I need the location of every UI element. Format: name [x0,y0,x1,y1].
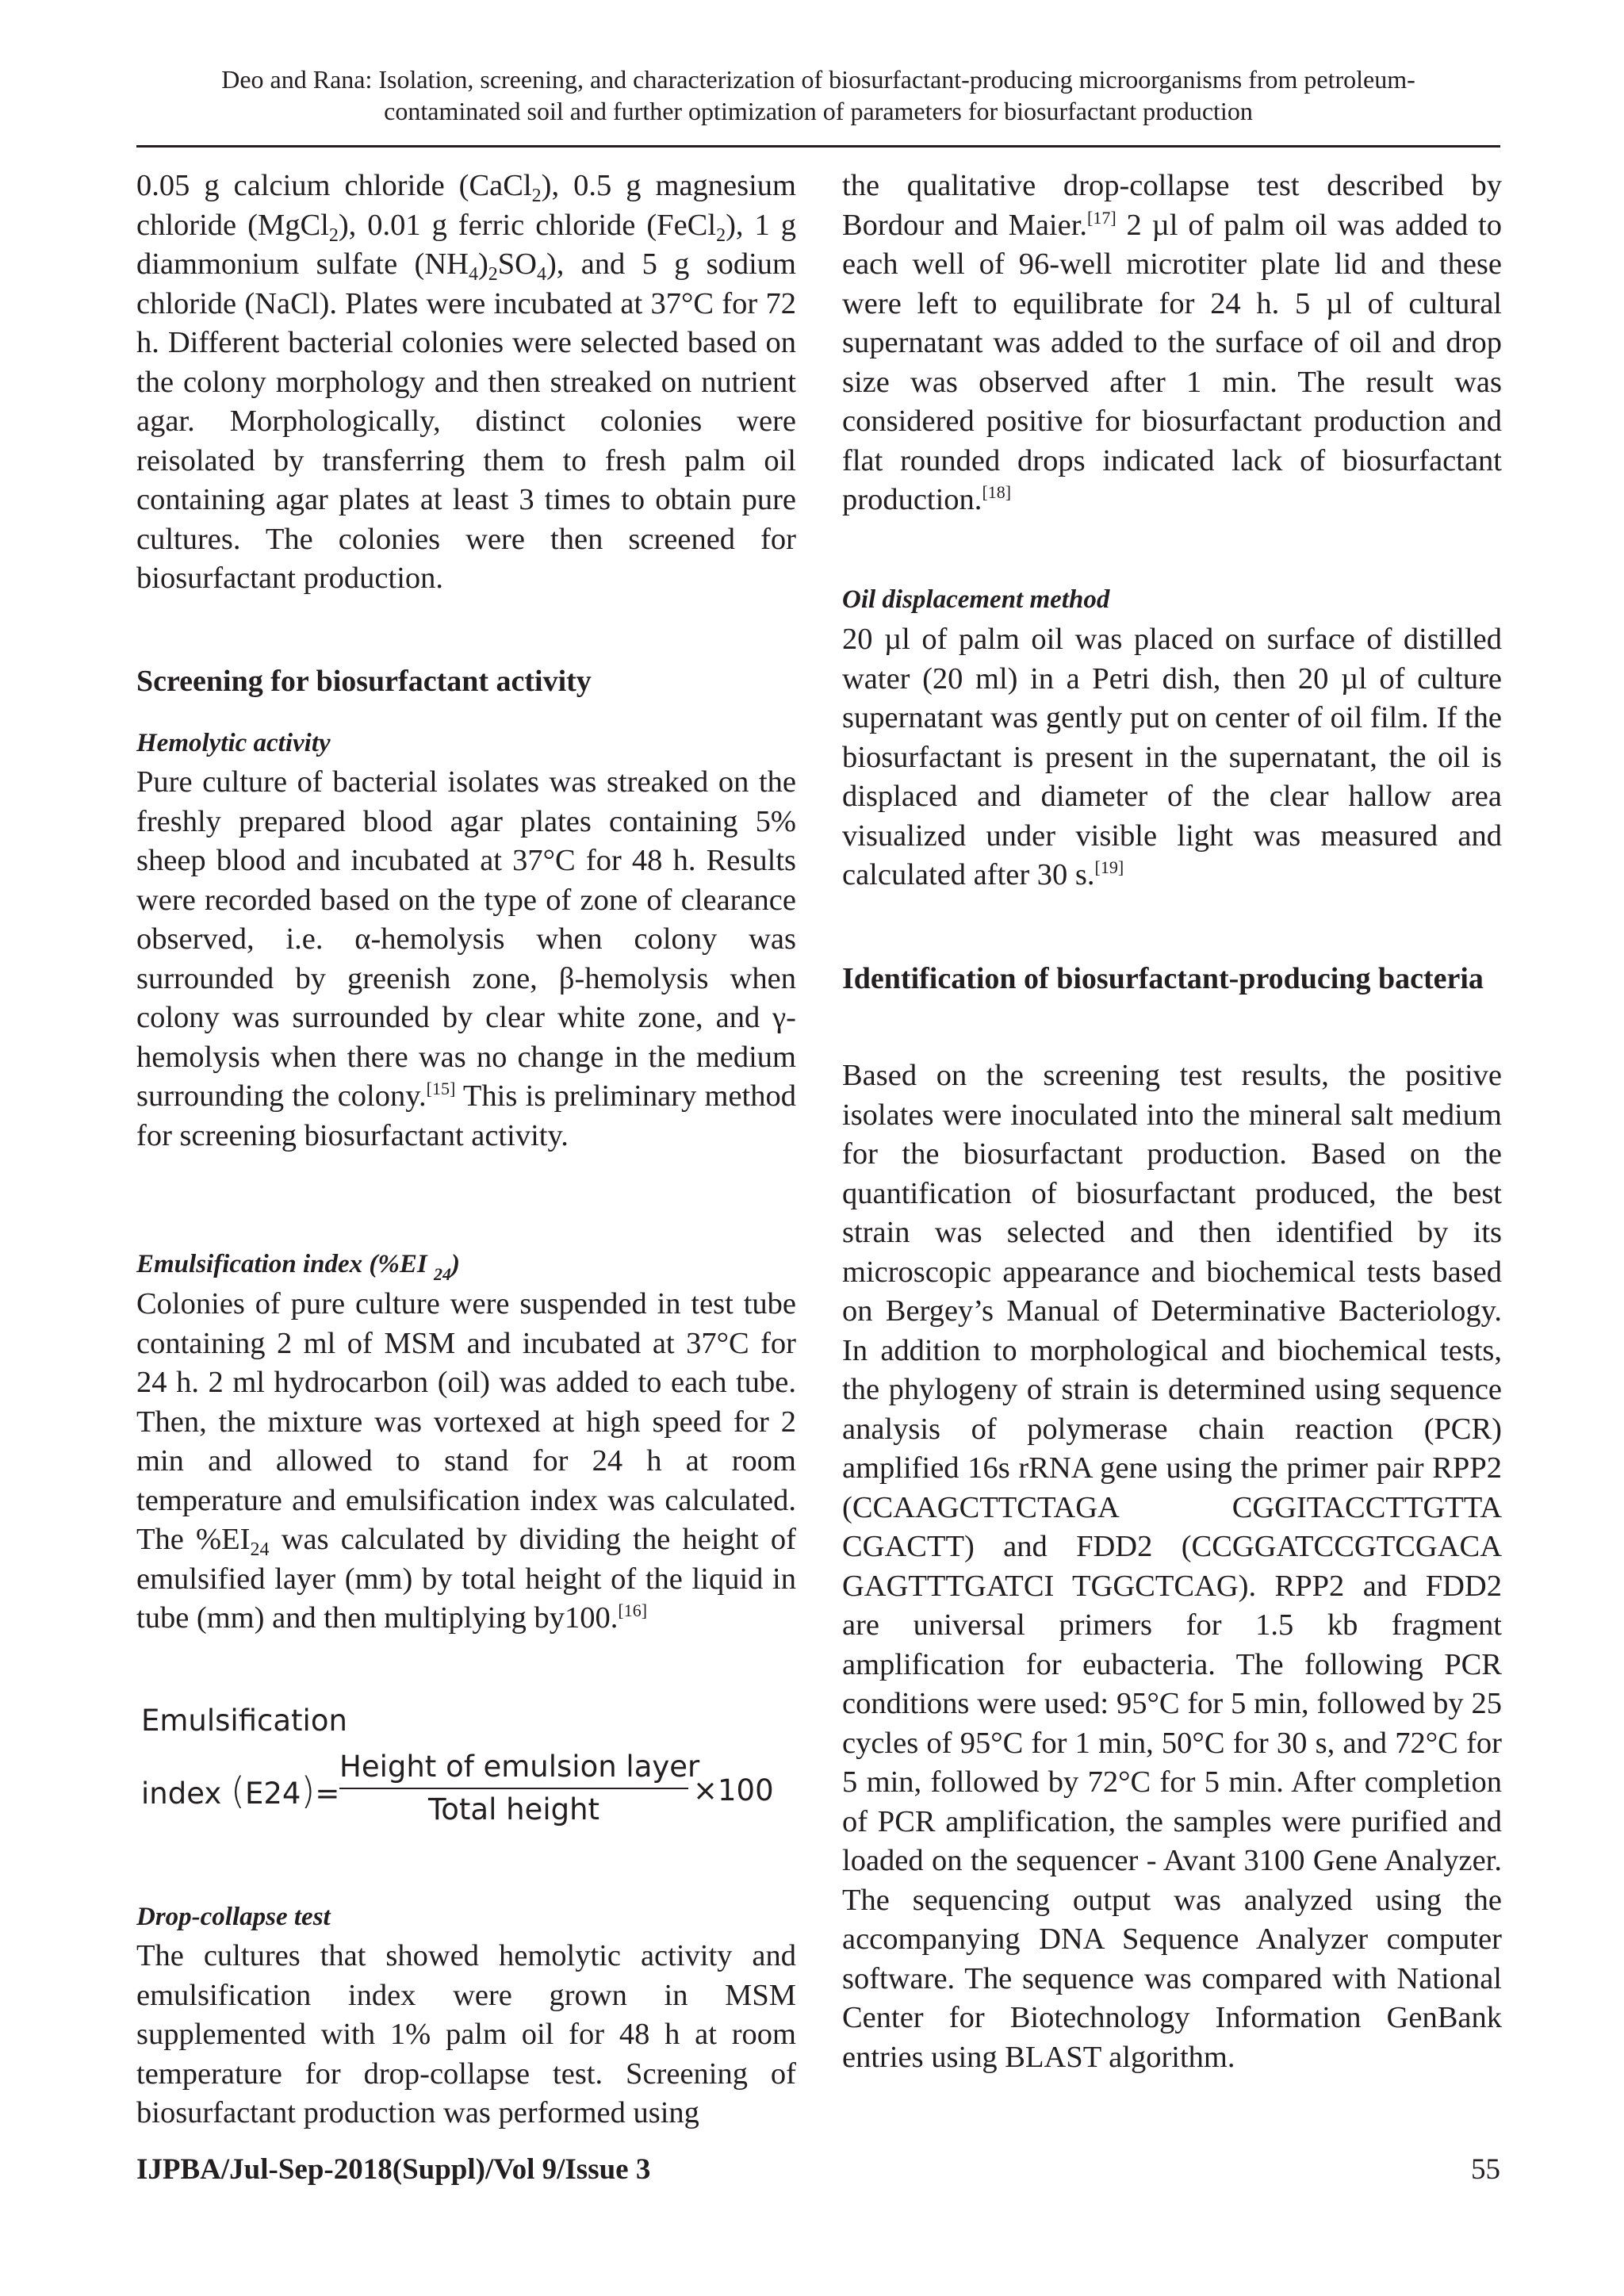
section-heading-identification: Identification of biosurfactant-producing bacteria [842,962,1484,995]
drop-collapse-paragraph: The cultures that showed hemolytic activity and emulsification index were grown in MSM supplemented with 1% palm oil for 48 h at room temperature for drop-collapse test. Screening of biosurfactant production was performed using [136,1939,796,2129]
equation-fraction [339,1748,825,1829]
drop-collapse-continued-paragraph: the qualitative drop-collapse test described by Bordour and Maier.[17] 2 µl of palm oil was added to each well of 96-well microtiter plate lid and these were left to equilibrate for 24 h. 5 µl of cultural supernatant was added to the surface of oil and drop size was observed after 1 min. The result was considered positive for biosurfactant production and flat rounded drops indicated lack of biosurfactant production.[18] [842,169,1502,516]
footer-journal-info: IJPBA/Jul-Sep-2018(Suppl)/Vol 9/Issue 3 [136,2153,651,2186]
header-rule [136,145,1500,148]
equation-label: Emulsification [141,1704,347,1738]
equation-numerator: Height of emulsion layer [339,1750,700,1784]
equation-row [141,1748,791,1835]
emulsification-paragraph: Colonies of pure culture were suspended in test tube containing 2 ml of MSM and incubated at 37°C for 24 h. 2 ml hydrocarbon (oil) was added to each tube. Then, the mixture was vortexed at high speed for 2 min and allowed to stand for 24 h at room temperature and emulsification index was calculated. The $\%EI_{24}$ was calculated by dividing the height of emulsified layer (mm) by total height of the liquid in tube (mm) and then multiplying by100.[16] [136,1287,797,1635]
hemolytic-paragraph: Pure culture of bacterial isolates was streaked on the freshly prepared blood agar plates containing 5% sheep blood and incubated at 37°C for 48 h. Results were recorded based on the type of zone of clearance observed, i.e. α-hemolysis when colony was surrounded by greenish zone, β-hemolysis when colony was surrounded by clear white zone, and γ-hemolysis when there was no change in the medium surrounding the colony.[15] This is preliminary method for screening biosurfactant activity. [136,765,797,1152]
subheading-emulsification: Emulsification index (%EI $_{24}$) [136,1250,460,1284]
equation-multiplier: ×100 [693,1773,774,1807]
identification-paragraph: Based on the screening test results, the positive isolates were inoculated into the mineral salt medium for the biosurfactant production. Based on the quantification of biosurfactant produced, the best strain was selected and then identified by its microscopic appearance and biochemical tests based on Bergey’s Manual of Determinative Bacteriology. In addition to morphological and biochemical tests, the phylogeny of strain is determined using sequence analysis of polymerase chain reaction (PCR) amplified 16s rRNA gene using the primer pair RPP2 (CCAAGCTTCTAGA CGGITACCTTGTTA CGACTT) and FDD2 (CCGGATCCGTCGACA GAGTTTGATCI TGGCTCAG). RPP2 and FDD2 are universal primers for 1.5 kb fragment amplification for eubacteria. The following PCR conditions were used: 95°C for 5 min, followed by 25 cycles of 95°C for 1 min, 50°C for 30 s, and 72°C for 5 min, followed by 72°C for 5 min. After completion of PCR amplification, the samples were purified and loaded on the sequencer - Avant 3100 Gene Analyzer. The sequencing output was analyzed using the accompanying DNA Sequence Analyzer computer software. The sequence was compared with National Center for Biotechnology Information GenBank entries using BLAST algorithm. [842,1059,1502,2074]
oil-displacement-paragraph: 20 µl of palm oil was placed on surface of distilled water (20 ml) in a Petri dish, then 20 µl of culture supernatant was gently put on center of oil film. If the biosurfactant is present in the supernatant, the oil is displaced and diameter of the clear hallow area visualized under visible light was measured and calculated after 30 s.[19] [842,623,1502,891]
subheading-drop-collapse: Drop-collapse test [136,1903,331,1931]
running-header-line-2: contaminated soil and further optimization of parameters for biosurfactant production [384,97,1253,125]
equation-lhs: index (E24)= [141,1769,340,1812]
fraction-bar [339,1788,688,1789]
subheading-oil-displacement: Oil displacement method [842,585,1110,614]
section-heading-screening: Screening for biosurfactant activity [136,665,592,698]
intro-paragraph: 0.05 g calcium chloride (CaCl$_2$), 0.5 g magnesium chloride (MgCl$_2$), 0.01 g ferric chloride (FeCl$_2$), 1 g diammonium sulfate $(NH_4)_2SO_4$), and 5 g sodium chloride (NaCl). Plates were incubated at 37°C for 72 h. Different bacterial colonies were selected based on the colony morphology and then streaked on nutrient agar. Morphologically, distinct colonies were reisolated by transferring them to fresh palm oil containing agar plates at least 3 times to obtain pure cultures. The colonies were then screened for biosurfactant production. [136,169,797,595]
subheading-hemolytic: Hemolytic activity [136,729,331,757]
running-header-line-1: Deo and Rana: Isolation, screening, and characterization of biosurfactant-producing microorganisms from petroleum- [221,65,1415,94]
page-number: 55 [1471,2153,1500,2186]
equation-denominator: Total height [427,1792,600,1826]
running-header [136,63,1500,127]
emulsification-equation [136,1702,796,1837]
